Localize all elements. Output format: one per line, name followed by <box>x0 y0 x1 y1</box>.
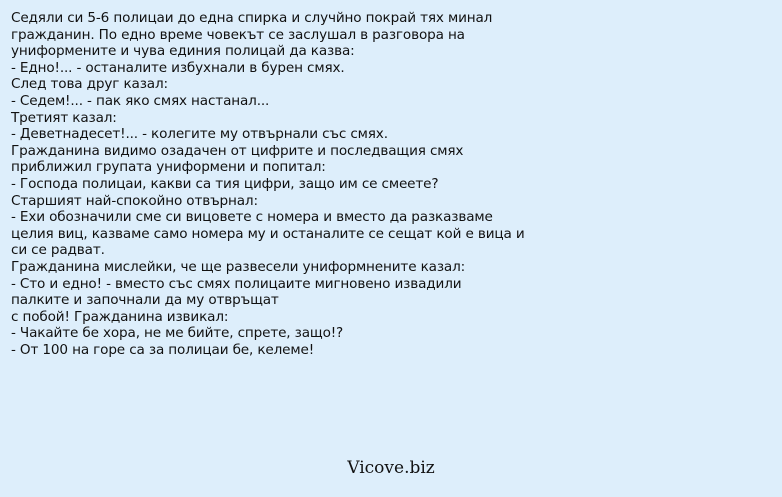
joke-line: След това друг казал: <box>11 76 168 93</box>
joke-line: - Господа полицаи, какви са тия цифри, защо им се смеете? <box>11 175 439 192</box>
joke-line: Гражданина мислейки, че ще развесели униформнените казал: <box>11 258 466 275</box>
site-label: Vicove.biz <box>347 458 435 478</box>
joke-line: Гражданина видимо озадачен от цифрите и последващия смях <box>11 142 464 159</box>
joke-line: Третият казал: <box>11 109 117 126</box>
joke-line: - Деветнадесет!... - колегите му отвърнали със смях. <box>11 126 388 143</box>
joke-line: униформените и чува единия полицай да казва: <box>11 43 355 60</box>
joke-line: - Чакайте бе хора, не ме бийте, спрете, защо!? <box>11 325 344 342</box>
joke-line: - От 100 на горе са за полицаи бе, келеме! <box>11 341 314 358</box>
joke-line: с побой! Гражданина извикал: <box>11 308 229 325</box>
joke-line: приближил групата униформени и попитал: <box>11 159 326 176</box>
joke-line: си се радват. <box>11 242 105 259</box>
joke-line: Старшият най-спокойно отвърнал: <box>11 192 258 209</box>
joke-line: - Сто и едно! - вместо със смях полицаите мигновено извадили <box>11 275 462 292</box>
joke-line: целия виц, казваме само номера му и останалите се сещат кой е вица и <box>11 225 525 242</box>
joke-line: - Седем!... - пак яко смях настанал... <box>11 92 270 109</box>
joke-line: - Ехи обозначили сме си вицовете с номера и вместо да разказваме <box>11 209 493 226</box>
joke-line: Седяли си 5-6 полицаи до една спирка и случйно покрай тях минал <box>11 10 493 26</box>
joke-line: - Едно!... - останалите избухнали в бурен смях. <box>11 59 345 76</box>
joke-line: палките и започнали да му отвръщат <box>11 292 279 309</box>
joke-line: гражданин. По едно време човекът се заслушал в разговора на <box>11 26 465 43</box>
joke-text <box>11 10 773 358</box>
